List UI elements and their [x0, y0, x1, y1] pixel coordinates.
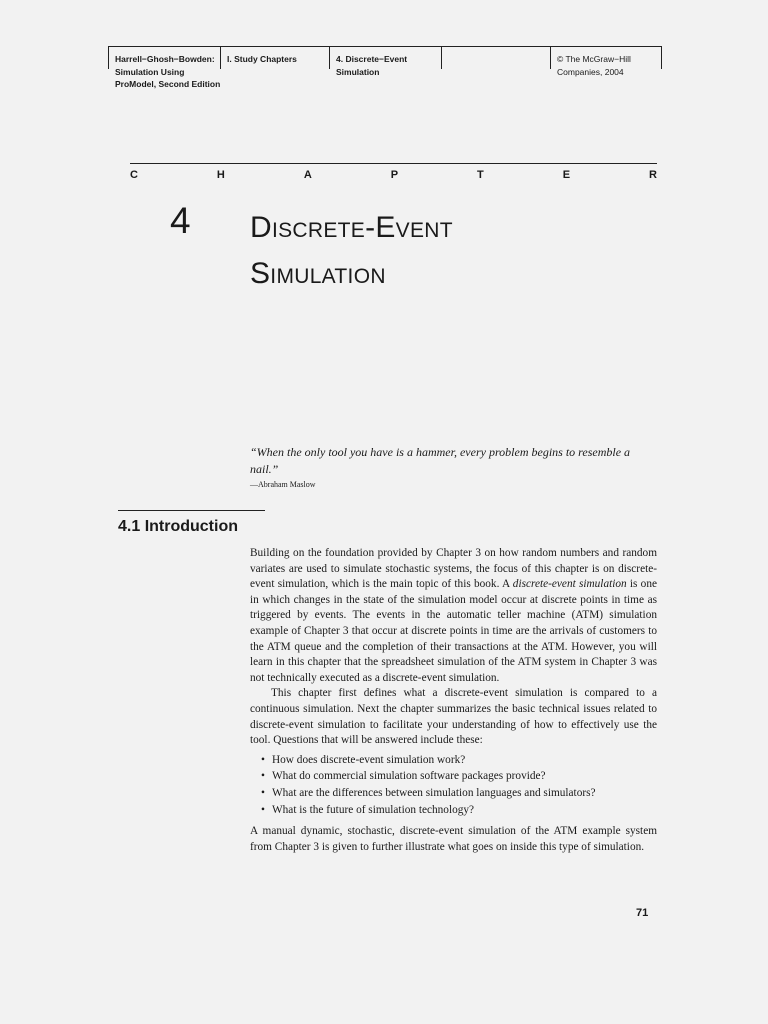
header-authors-line3: ProModel, Second Edition — [115, 79, 221, 89]
list-item: • What are the differences between simulation languages and simulators? — [272, 786, 657, 802]
body-text — [250, 546, 657, 855]
chapter-letter: A — [303, 169, 312, 181]
paragraph-2: This chapter first defines what a discrete-event simulation is compared to a continuous simulation. Next the chapter summarizes the basic technical issues related to discrete-event simulation to facilitate your understanding of how to effectively use the tool. Questions that will be answered include these: — [250, 687, 657, 747]
list-item: • What do commercial simulation software packages provide? — [272, 769, 657, 785]
header-authors — [108, 47, 221, 89]
chapter-letter: P — [390, 169, 399, 181]
section-rule — [118, 510, 265, 511]
chapter-rule — [130, 163, 657, 164]
header-chapter-line1: 4. Discrete−Event — [336, 54, 408, 64]
header-copyright-line2: Companies, 2004 — [557, 66, 624, 77]
paragraph-3: A manual dynamic, stochastic, discrete-event simulation of the ATM example system from Chapter 3 is given to further illustrate what goes on inside this type of simulation. — [250, 825, 657, 853]
chapter-title-line1: Discrete-Event — [250, 211, 453, 244]
header-end-rule — [661, 47, 662, 69]
header-blank-cell — [441, 47, 548, 69]
page-number: 71 — [636, 907, 649, 919]
epigraph-attribution: —Abraham Maslow — [250, 480, 316, 489]
running-header — [108, 46, 662, 97]
list-item: • How does discrete-event simulation work? — [272, 753, 657, 769]
header-copyright — [550, 47, 657, 77]
section-heading: 4.1 Introduction — [118, 518, 238, 535]
chapter-word — [130, 169, 657, 181]
chapter-letter: C — [130, 169, 138, 181]
header-authors-line2: Simulation Using — [115, 66, 185, 77]
chapter-letter: E — [562, 169, 571, 181]
header-copyright-line1: © The McGraw−Hill — [557, 54, 631, 64]
chapter-title-line2: Simulation — [250, 257, 386, 290]
epigraph-quote: “When the only tool you have is a hammer, every problem begins to resemble a nail.” — [250, 445, 631, 476]
header-part-label: I. Study Chapters — [227, 54, 297, 64]
chapter-letter: R — [649, 169, 657, 181]
paragraph-1-text-a: Building on the foundation provided by Chapter 3 on how random numbers and random variates are used to simulate stochastic systems, the focus of this chapter is on discrete-event simulation, which is the main topic of this book. A — [250, 547, 657, 591]
header-part — [220, 47, 327, 69]
header-chapter-line2: Simulation — [336, 66, 380, 77]
question-list — [250, 753, 657, 818]
paragraph-1-text-b: is one in which changes in the state of the simulation model occur at discrete points in time as triggered by events. The events in the automatic teller machine (ATM) simulation example of Chapter 3 that occur at discrete points in time are the arrivals of customers to the ATM queue and the completion of their transactions at the ATM. However, you will learn in this chapter that the spreadsheet simulation of the ATM system in Chapter 3 was not technically executed as a discrete-event simulation. — [250, 578, 657, 684]
paragraph-1 — [250, 546, 657, 686]
chapter-title — [250, 205, 453, 297]
paragraph-1-emphasis: discrete-event simulation — [512, 578, 627, 591]
header-chapter — [329, 47, 436, 77]
chapter-letter: T — [477, 169, 484, 181]
chapter-letter: H — [216, 169, 225, 181]
chapter-number: 4 — [170, 200, 191, 241]
list-item: • What is the future of simulation technology? — [272, 803, 657, 819]
header-authors-line1: Harrell−Ghosh−Bowden: — [115, 54, 215, 64]
